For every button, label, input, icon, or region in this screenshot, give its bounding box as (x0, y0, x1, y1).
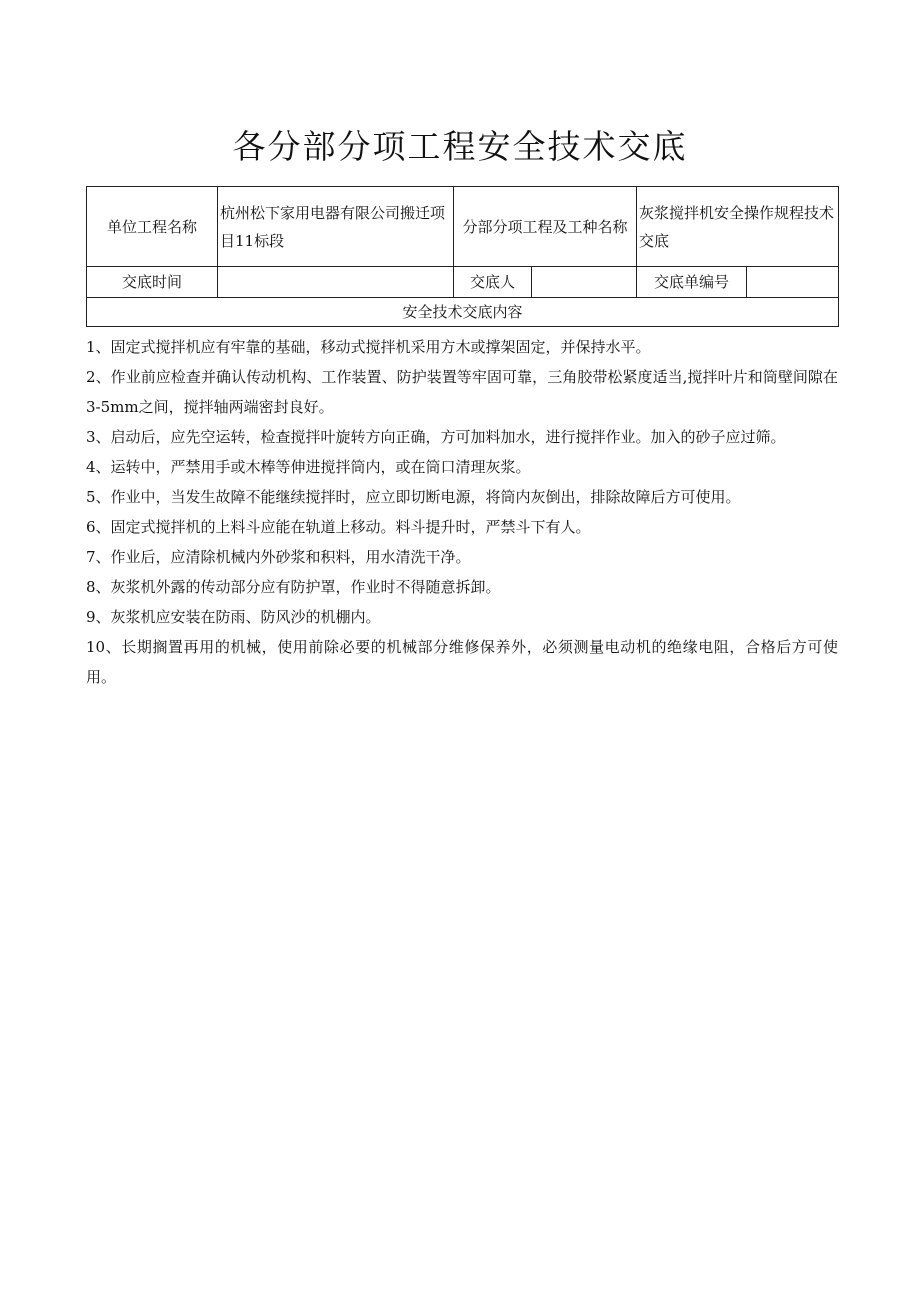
person-value (532, 267, 637, 298)
list-item: 10、长期搁置再用的机械，使用前除必要的机械部分维修保养外，必须测量电动机的绝缘电阻，合格后方可使用。 (86, 638, 838, 686)
number-value (747, 267, 839, 298)
person-label: 交底人 (454, 267, 532, 298)
document-title: 各分部分项工程安全技术交底 (232, 127, 688, 166)
list-item: 3、启动后，应先空运转，检查搅拌叶旋转方向正确，方可加料加水，进行搅拌作业。加入的砂子应过筛。 (86, 428, 786, 446)
content-header: 安全技术交底内容 (87, 298, 839, 327)
info-table (86, 186, 839, 327)
list-item: 6、固定式搅拌机的上料斗应能在轨道上移动。料斗提升时，严禁斗下有人。 (86, 518, 591, 536)
list-item: 8、灰浆机外露的传动部分应有防护罩，作业时不得随意拆卸。 (86, 578, 501, 596)
table-row-project (87, 187, 839, 267)
unit-project-label: 单位工程名称 (87, 187, 218, 267)
list-item: 9、灰浆机应安装在防雨、防风沙的机棚内。 (86, 608, 381, 626)
table-row-content-header (87, 298, 839, 327)
list-item: 7、作业后，应清除机械内外砂浆和积料，用水清洗干净。 (86, 548, 471, 566)
date-label: 交底时间 (87, 267, 218, 298)
unit-project-value: 杭州松下家用电器有限公司搬迁项目11标段 (218, 187, 454, 267)
sub-project-value: 灰浆搅拌机安全操作规程技术交底 (637, 187, 839, 267)
list-item: 1、固定式搅拌机应有牢靠的基础，移动式搅拌机采用方木或撑架固定，并保持水平。 (86, 338, 651, 356)
list-item: 2、作业前应检查并确认传动机构、工作装置、防护装置等牢固可靠，三角胶带松紧度适当,搅拌叶片和筒壁间隙在3-5mm之间，搅拌轴两端密封良好。 (86, 368, 838, 416)
table-row-meta (87, 267, 839, 298)
content-list (86, 332, 838, 692)
date-value (218, 267, 454, 298)
sub-project-label: 分部分项工程及工种名称 (454, 187, 637, 267)
number-label: 交底单编号 (637, 267, 747, 298)
list-item: 4、运转中，严禁用手或木棒等伸进搅拌筒内，或在筒口清理灰浆。 (86, 458, 531, 476)
list-item: 5、作业中，当发生故障不能继续搅拌时，应立即切断电源，将筒内灰倒出，排除故障后方可使用。 (86, 488, 741, 506)
